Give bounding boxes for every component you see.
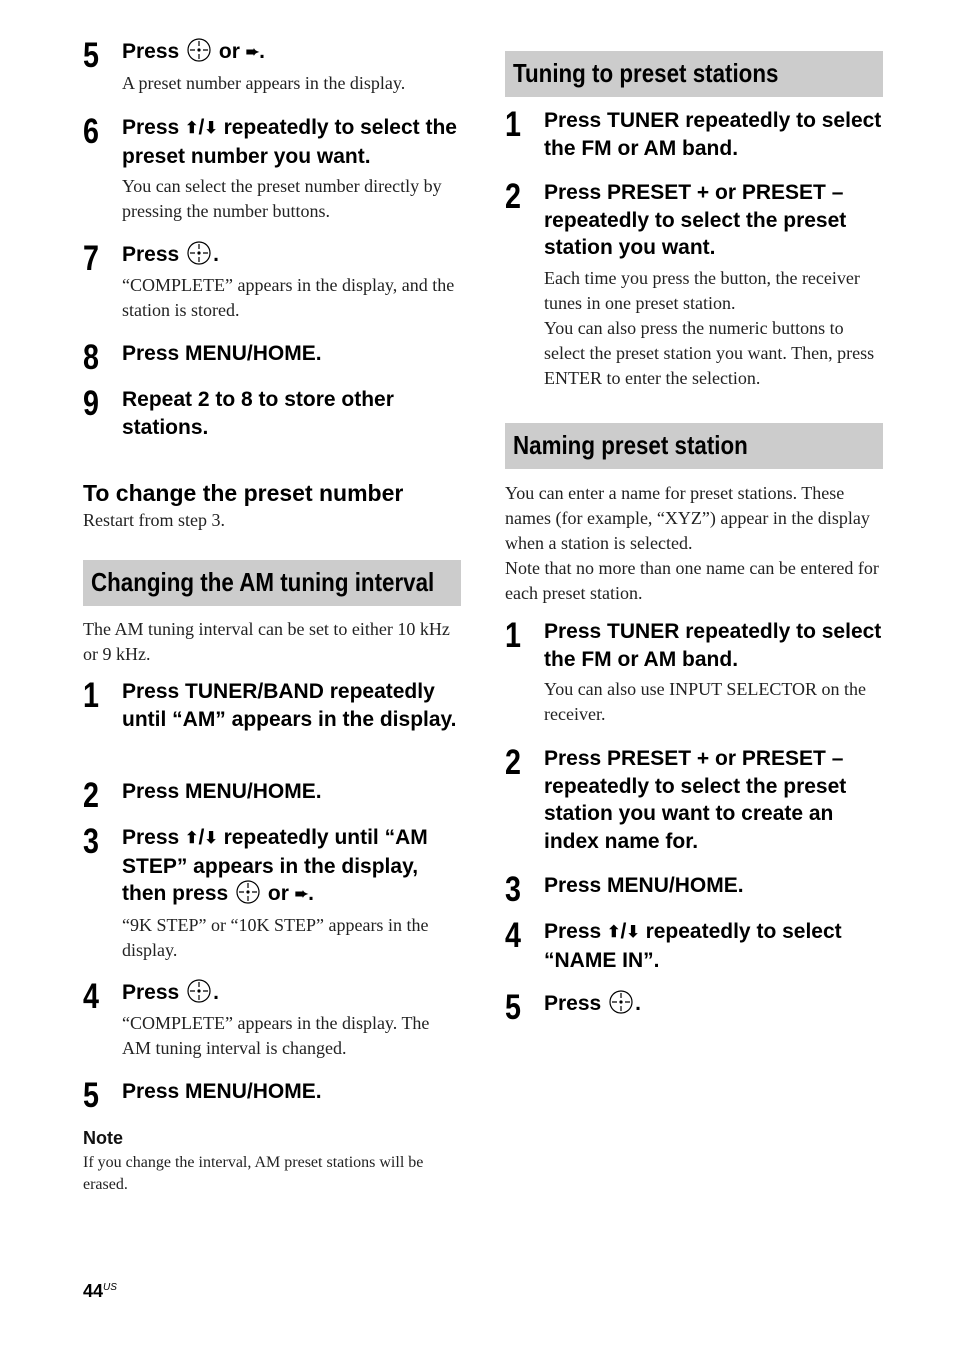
step-instruction: Press MENU/HOME. (122, 342, 322, 365)
step-number: 5 (505, 988, 521, 1027)
step-instruction: Press MENU/HOME. (122, 780, 322, 803)
right-arrow-icon: ➨ (294, 886, 309, 903)
step-5-press-enter (83, 38, 461, 96)
step-number: 6 (83, 112, 99, 151)
step-8-menu-home (83, 338, 461, 377)
step-3-menu-home (505, 870, 883, 909)
step-number: 9 (83, 384, 99, 423)
step-number: 2 (505, 743, 521, 782)
step-1-tuner (505, 107, 883, 162)
page-number: $44^{US}$ (83, 1281, 117, 1301)
section-intro: The AM tuning interval can be set to either 10 kHz or 9 kHz. (83, 619, 450, 664)
up-arrow-icon: ⬆ (185, 830, 199, 847)
step-instruction: Press TUNER/BAND repeatedly until “AM” appears in the display. (122, 680, 457, 731)
step-instruction: Press . (122, 981, 219, 1004)
step-2-preset (505, 179, 883, 391)
step-number: 2 (505, 177, 521, 216)
down-arrow-icon: ⬇ (204, 830, 218, 847)
enter-button-icon (187, 241, 211, 265)
step-description: “COMPLETE” appears in the display, and the station is stored. (122, 274, 455, 320)
sub-text: Restart from step 3. (83, 510, 225, 530)
step-description: You can also use INPUT SELECTOR on the receiver. (544, 679, 867, 724)
step-5-press-enter (505, 988, 883, 1027)
step-number: 4 (83, 977, 99, 1016)
step-instruction: Press TUNER repeatedly to select the FM or AM band. (544, 620, 882, 671)
enter-button-icon (609, 990, 633, 1014)
step-instruction: Press . (544, 992, 641, 1015)
step-number: 1 (505, 616, 521, 655)
step-number: 7 (83, 239, 99, 278)
step-4-name-in (505, 918, 883, 974)
step-5-menu-home (83, 1076, 461, 1115)
right-arrow-icon: ➨ (245, 44, 260, 61)
enter-button-icon (187, 38, 211, 62)
enter-button-icon (236, 880, 260, 904)
step-instruction: Repeat 2 to 8 to store other stations. (122, 388, 394, 439)
up-arrow-icon: ⬆ (185, 120, 199, 137)
step-description: “COMPLETE” appears in the display. The AM tuning interval is changed. (122, 1012, 430, 1058)
sub-heading: To change the preset number (83, 480, 404, 506)
step-2-preset (505, 745, 883, 855)
step-number: 1 (83, 676, 99, 715)
step-number: 1 (505, 105, 521, 144)
section-intro-note: Note that no more than one name can be entered for each preset station. (505, 558, 879, 603)
step-number: 5 (83, 36, 99, 75)
section-title: Naming preset station (513, 430, 748, 460)
step-instruction: Press PRESET + or PRESET – repeatedly to select the preset station you want. (544, 181, 847, 259)
step-instruction: Press TUNER repeatedly to select the FM or AM band. (544, 109, 882, 160)
section-title: Tuning to preset stations (513, 58, 779, 88)
step-1-tuner-band (83, 678, 461, 733)
step-6-select-preset (83, 114, 461, 224)
step-number: 5 (83, 1076, 99, 1115)
step-number: 3 (83, 822, 99, 861)
step-instruction: Press PRESET + or PRESET – repeatedly to select the preset station you want to create an index name for. (544, 747, 847, 853)
up-arrow-icon: ⬆ (607, 924, 621, 941)
step-number: 3 (505, 870, 521, 909)
step-description: A preset number appears in the display. (122, 72, 406, 93)
step-instruction: Press ⬆/⬇ repeatedly until “AM STEP” appears in the display, then press or ➨. (122, 826, 428, 905)
step-instruction: Press or ➨. (122, 40, 265, 63)
step-9-repeat (83, 386, 461, 441)
note-text: If you change the interval, AM preset stations will be erased. (83, 1154, 424, 1193)
note-heading: Note (83, 1128, 123, 1148)
step-description: You can select the preset number directly by pressing the number buttons. (122, 176, 442, 221)
step-instruction: Press MENU/HOME. (122, 1080, 322, 1103)
step-2-menu-home (83, 776, 461, 815)
step-number: 2 (83, 776, 99, 815)
step-instruction: Press MENU/HOME. (544, 874, 744, 897)
section-heading-tuning-preset (505, 51, 883, 97)
step-3-am-step (83, 824, 461, 963)
section-heading-am-interval (83, 560, 461, 606)
down-arrow-icon: ⬇ (204, 120, 218, 137)
down-arrow-icon: ⬇ (626, 924, 640, 941)
page-region-suffix: US (103, 1282, 117, 1293)
section-title: Changing the AM tuning interval (91, 567, 435, 597)
step-instruction: Press ⬆/⬇ repeatedly to select the preset number you want. (122, 116, 457, 168)
step-number: 8 (83, 338, 99, 377)
step-1-tuner (505, 618, 883, 727)
step-description: Each time you press the button, the receiver tunes in one preset station. (544, 267, 860, 313)
section-intro: You can enter a name for preset stations. These names (for example, “XYZ”) appear in the display when a station is selected. (505, 483, 870, 553)
enter-button-icon (187, 979, 211, 1003)
step-7-press-enter (83, 241, 461, 323)
step-instruction: Press . (122, 243, 219, 266)
step-description: You can also press the numeric buttons to select the preset station you want. Then, press ENTER to enter the selection. (544, 317, 875, 388)
step-number: 4 (505, 916, 521, 955)
section-heading-naming (505, 423, 883, 469)
step-4-press-enter (83, 979, 461, 1061)
step-instruction: Press ⬆/⬇ repeatedly to select “NAME IN”. (544, 920, 842, 972)
step-description: “9K STEP” or “10K STEP” appears in the display. (122, 914, 429, 960)
